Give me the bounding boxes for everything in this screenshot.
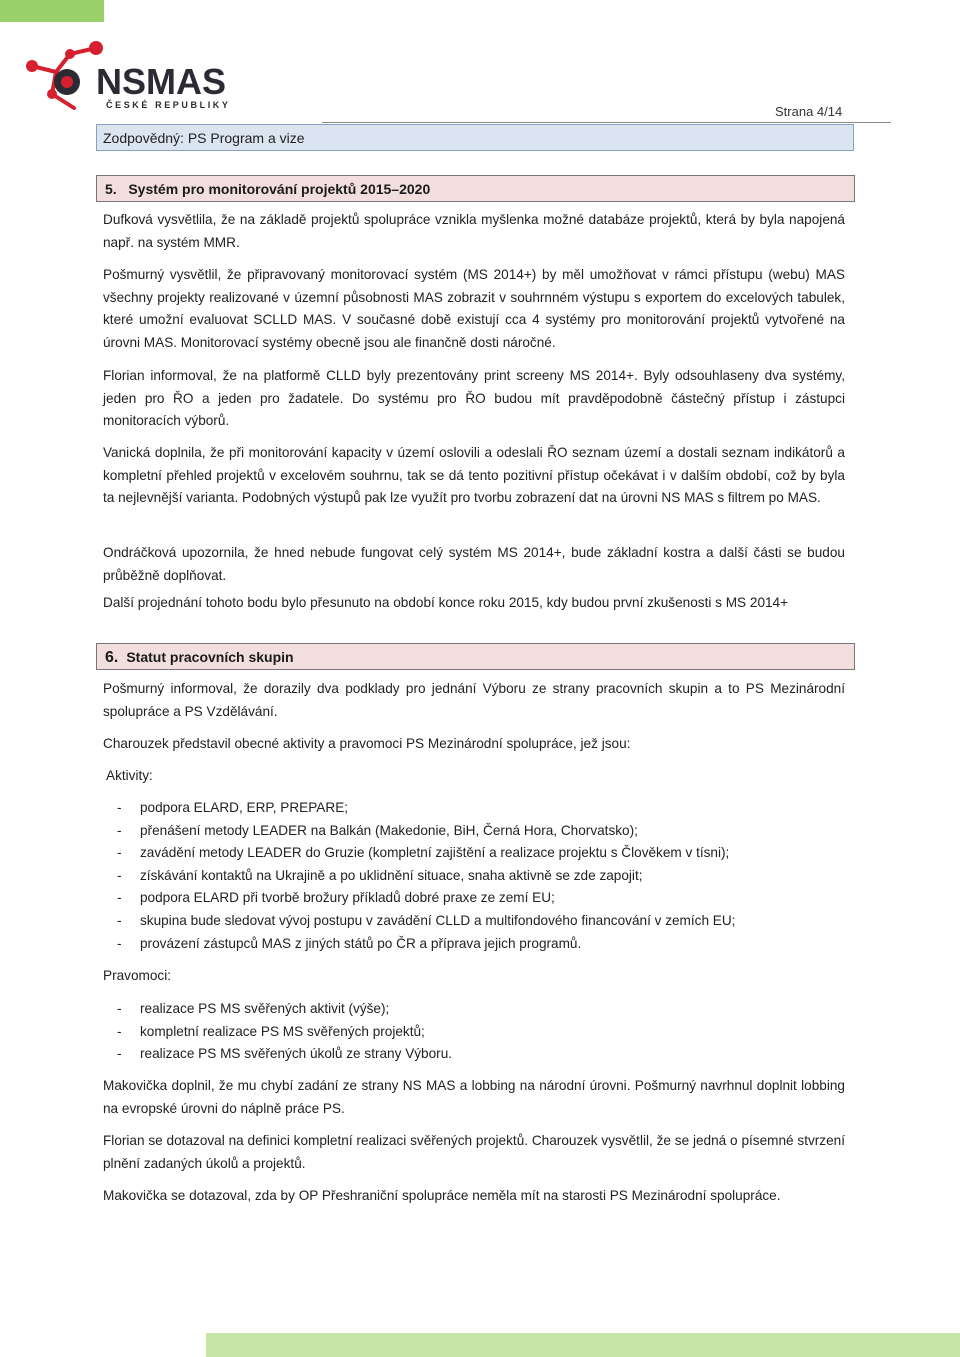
list-item: - podpora ELARD, ERP, PREPARE; — [103, 797, 845, 820]
footer-decoration-bar — [206, 1333, 960, 1357]
activities-list — [103, 797, 845, 955]
list-item: - provázení zástupců MAS z jiných států po ČR a příprava jejich programů. — [103, 933, 845, 956]
logo-subtitle: ČESKÉ REPUBLIKY — [106, 100, 231, 110]
list-item: - zavádění metody LEADER do Gruzie (kompletní zajištění a realizace projektu s Člověkem v tísni); — [103, 842, 845, 865]
list-item: - kompletní realizace PS MS svěřených projektů; — [103, 1021, 845, 1044]
page-number: Strana 4/14 — [775, 104, 843, 119]
list-item: - získávání kontaktů na Ukrajině a po uklidnění situace, snaha aktivně se zde zapojit; — [103, 865, 845, 888]
list-item: - realizace PS MS svěřených aktivit (výše); — [103, 998, 845, 1021]
paragraph: Makovička se dotazoval, zda by OP Přeshraniční spolupráce neměla mít na starosti PS Mezinárodní spolupráce. — [103, 1188, 781, 1203]
powers-list — [103, 998, 845, 1066]
paragraph: Další projednání tohoto bodu bylo přesunuto na období konce roku 2015, kdy budou první zkušenosti s MS 2014+ — [103, 595, 789, 610]
responsible-box: Zodpovědný: PS Program a vize — [96, 124, 854, 151]
paragraph: Makovička doplnil, že mu chybí zadání ze strany NS MAS a lobbing na národní úrovni. Pošmurný navrhnul doplnit lobbing na evropské úrovni do náplně práce PS. — [103, 1078, 845, 1116]
paragraph: Florian se dotazoval na definici kompletní realizaci svěřených projektů. Charouzek vysvětlil, že se jedná o písemné stvrzení plnění zadaných úkolů a projektů. — [103, 1133, 845, 1171]
list-item: - realizace PS MS svěřených úkolů ze strany Výboru. — [103, 1043, 845, 1066]
paragraph: Charouzek představil obecné aktivity a pravomoci PS Mezinárodní spolupráce, jež jsou: — [103, 736, 631, 751]
nsmas-logo-mark — [22, 38, 242, 114]
section-6-heading — [96, 643, 855, 670]
section-5-heading: 5. Systém pro monitorování projektů 2015–2020 — [96, 175, 855, 202]
paragraph: Pošmurný vysvětlil, že připravovaný monitorovací systém (MS 2014+) by měl umožňovat v rámci přístupu (webu) MAS všechny projekty realizované v územní působnosti MAS zobrazit v souhrnném výstupu s exportem do excelových tabulek, které umožní evaluovat SCLLD MAS. V současné době existují cca 4 systémy pro monitorování projektů vytvořené na úrovni MAS. Monitorovací systémy obecně jsou ale finančně dosti náročné. — [103, 267, 845, 350]
activities-label: Aktivity: — [106, 768, 153, 783]
list-item: - přenášení metody LEADER na Balkán (Makedonie, BiH, Černá Hora, Chorvatsko); — [103, 820, 845, 843]
nsmas-logo — [22, 38, 242, 114]
logo-wordmark: NSMAS — [96, 61, 227, 102]
paragraph: Pošmurný informoval, že dorazily dva podklady pro jednání Výboru ze strany pracovních skupin a to PS Mezinárodní spolupráce a PS Vzdělávání. — [103, 681, 845, 719]
powers-label: Pravomoci: — [103, 968, 171, 983]
paragraph: Dufková vysvětlila, že na základě projektů spolupráce vznikla myšlenka možné databáze projektů, která by byla napojená např. na systém MMR. — [103, 212, 845, 250]
list-item: - skupina bude sledovat vývoj postupu v zavádění CLLD a multifondového financování v zemích EU; — [103, 910, 845, 933]
section-6-title: Statut pracovních skupin — [126, 649, 294, 665]
paragraph: Florian informoval, že na platformě CLLD byly prezentovány print screeny MS 2014+. Byly odsouhlaseny dva systémy, jeden pro ŘO a jeden pro žadatele. Do systému pro ŘO budou mít pravděpodobně částečný přístup i zástupci monitoracích výborů. — [103, 368, 845, 429]
header-divider — [322, 122, 891, 123]
list-item: - podpora ELARD při tvorbě brožury příkladů dobré praxe ze zemí EU; — [103, 887, 845, 910]
section-6-number: 6. — [105, 649, 119, 666]
corner-decoration-top — [0, 0, 104, 22]
paragraph: Ondráčková upozornila, že hned nebude fungovat celý systém MS 2014+, bude základní kostra a další části se budou průběžně doplňovat. — [103, 545, 845, 583]
paragraph: Vanická doplnila, že při monitorování kapacity v území oslovili a odeslali ŘO seznam území a dostali seznam indikátorů a kompletní přehled projektů v excelovém souhrnu, tak se dá tento pozitivní přístup očekávat i v dalším období, což by byla ta nejlevnější varianta. Podobných výstupů pak lze využít pro tvorbu zobrazení dat na úrovni NS MAS s filtrem po MAS. — [103, 445, 845, 506]
